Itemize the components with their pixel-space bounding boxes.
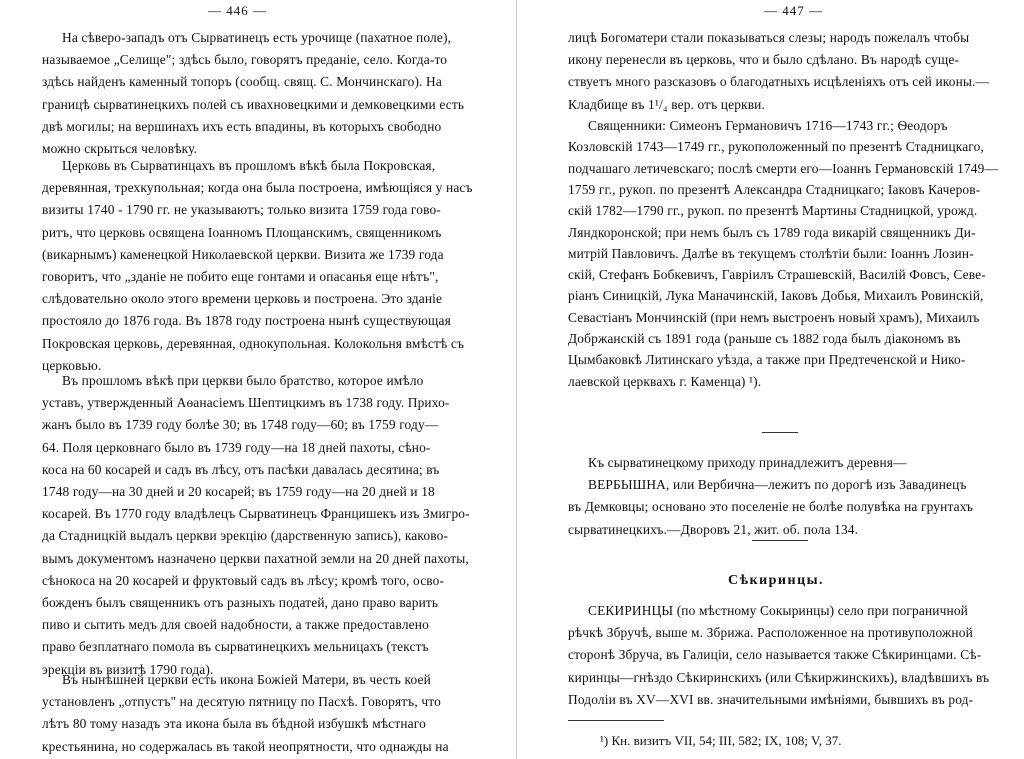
text-line-content: божденъ былъ священникъ отъ разныхъ податей, дано право варить bbox=[42, 595, 439, 610]
text-line-content: Къ сырватинецкому приходу принадлежитъ деревня— bbox=[588, 455, 907, 470]
text-line-content: На сѣверо-западъ отъ Сырватинецъ есть урочище (пахатное поле), bbox=[62, 30, 452, 45]
text-line-content: эрекціи въ визитѣ 1790 года). bbox=[42, 661, 214, 677]
text-line-content: Ляндкоронской; при немъ былъ съ 1789 года викарій священникъ Ди- bbox=[568, 224, 976, 240]
separator-rule bbox=[752, 540, 808, 541]
text-line-content: 1748 году—на 30 дней и 20 косарей; въ 1759 году—на 20 дней и 18 bbox=[42, 484, 435, 499]
text-line-content: слѣдовательно около этого времени церковь и построена. Это зданіе bbox=[42, 291, 443, 307]
text-line-content: митрій Павловичъ. Далѣе въ текущемъ столѣтіи были: Іоаннъ Лозин- bbox=[568, 245, 974, 261]
text-line-content: визиты 1740 - 1790 гг. не указываютъ; только визита 1759 года гово- bbox=[42, 202, 441, 218]
text-line-content: лицѣ Богоматери стали показываться слезы; народъ пожелалъ чтобы bbox=[568, 30, 970, 45]
text-line-content: скій 1782—1790 гг., рукоп. по презентѣ Мартины Стадницкой, урожд. bbox=[568, 203, 978, 219]
text-line-content: границѣ сырватинецкихъ полей съ ивахновецкими и демковецкими есть bbox=[42, 96, 465, 112]
text-line-content: сторонѣ Збруча, въ Галиціи, село называется также Сѣкиринцами. Сѣ- bbox=[568, 647, 982, 663]
text-line-content: косарей. Въ 1770 году владѣлецъ Сырватинецъ Францишекъ изъ Змигро- bbox=[42, 506, 470, 522]
text-line-content: Цымбаковкѣ Литинскаго уѣзда, а также при Предтеченской и Нико- bbox=[568, 352, 966, 368]
text-line-content: СЕКИРИНЦЫ (по мѣстному Сокыринцы) село при пограничной bbox=[588, 603, 968, 618]
text-line-content: скій, Стефанъ Бобкевичъ, Гавріилъ Страшевскій, Василій Фовсъ, Севе- bbox=[568, 267, 986, 283]
text-line-content: Въ прошломъ вѣкѣ при церкви было братство, которое имѣло bbox=[62, 373, 424, 388]
text-line-content: двѣ могилы; на вершинахъ ихъ есть впадины, въ которыхъ свободно bbox=[42, 118, 442, 134]
text-line-content: ріанъ Синицкій, Лука Маначинскій, Іаковъ Добья, Михаилъ Ровинскій, bbox=[568, 288, 984, 304]
text-line-content: говоритъ, что „зданіе не побито еще гонтами и опасанья еще нѣтъ", bbox=[42, 269, 439, 284]
text-line-content: жанъ было въ 1739 году болѣе 30; въ 1748 году—60; въ 1759 году— bbox=[42, 417, 439, 433]
text-line-content: крестьянина, но содержалась въ такой неопрятности, что однажды на bbox=[42, 738, 449, 754]
text-line-content: въ Демковцы; основано это поселеніе не болѣе полувѣка на грунтахъ bbox=[568, 499, 974, 515]
text-line-content: деревянная, трехкупольная; когда она была построена, имѣющіяся у насъ bbox=[42, 180, 473, 196]
text-line-content: Церковь въ Сырватинцахъ въ прошломъ вѣкѣ была Покровская, bbox=[62, 158, 436, 173]
text-line-content: Севастіанъ Мончинскій (при немъ выстроенъ новый храмъ), Михаилъ bbox=[568, 309, 980, 325]
text-line-content: вымъ документомъ назначено церкви пахатной земли на 20 дней пахоты, bbox=[42, 550, 469, 566]
text-line-content: сырватинецкихъ.—Дворовъ 21, жит. об. пола 134. bbox=[568, 521, 859, 537]
text-line-content: киринцы—гнѣздо Сѣкиринскихъ (или Сѣкиржинскихъ), владѣвшихъ въ bbox=[568, 669, 990, 685]
section-title: Сѣкиринцы. bbox=[728, 573, 825, 588]
text-line-content: простояло до 1876 года. Въ 1878 году построена нынѣ существующая bbox=[42, 313, 451, 329]
right-page bbox=[516, 0, 1024, 759]
text-line-content: право безплатнаго помола въ сырватинецкихъ мельницахъ (текстъ bbox=[42, 639, 429, 655]
text-line-content: 1759 гг., рукоп. по презентѣ Александра Стадницкаго; Іаковъ Качеров- bbox=[568, 181, 981, 197]
footnote-rule bbox=[568, 720, 664, 721]
text-line-content: пиво и сытить медъ для своей надобности, а также предоставлено bbox=[42, 617, 429, 633]
text-line-content: Козловскій 1743—1749 гг., рукоположенный по презентѣ Стадницкаго, bbox=[568, 139, 984, 155]
text-line-content: ВЕРБЫШНА, или Вербична—лежитъ по дорогѣ изъ Завадинецъ bbox=[588, 477, 967, 493]
text-line-content: Подоліи въ XV—XVI вв. значительными имѣніями, бывшихъ въ род- bbox=[568, 691, 974, 707]
page-number: — 447 — bbox=[764, 3, 823, 18]
text-line-content: лаевской церквахъ г. Каменца) ¹). bbox=[568, 373, 762, 389]
text-line-content: 64. Поля церковнаго было въ 1739 году—на 18 дней пахоты, сѣно- bbox=[42, 439, 431, 455]
separator-rule bbox=[762, 432, 798, 433]
text-line-content: ритъ, что церковь освящена Іоанномъ Площанскимъ, священникомъ bbox=[42, 224, 442, 240]
text-line-content: Священники: Симеонъ Германовичъ 1716—1743 гг.; Ѳеодоръ bbox=[588, 118, 948, 133]
text-line-content: здѣсь найденъ каменный топоръ (сообщ. свящ. С. Мончинскаго). На bbox=[42, 74, 442, 90]
text-line-content: Кладбище въ 1¹/₄ вер. отъ церкви. bbox=[568, 96, 765, 112]
text-line-content: установленъ „отпустъ" на десятую пятницу по Пасхѣ. Говорятъ, что bbox=[42, 694, 441, 710]
text-line-content: уставъ, утвержденный Аѳанасіемъ Шептицкимъ въ 1738 году. Прихо- bbox=[42, 395, 450, 411]
text-line-content: Въ нынѣшней церкви есть икона Божіей Матери, въ честь коей bbox=[62, 672, 431, 687]
page-number: — 446 — bbox=[208, 3, 267, 18]
text-line-content: да Стадницкій выдалъ церкви эрекцію (дарственную запись), каково- bbox=[42, 528, 449, 544]
text-line-content: называемое „Селище"; здѣсь было, говорятъ преданіе, село. Когда-то bbox=[42, 52, 448, 68]
text-line-content: Добржанскій съ 1891 года (раньше съ 1882 года былъ діакономъ въ bbox=[568, 331, 961, 346]
text-line-content: коса на 60 косарей и садъ въ лѣсу, отъ пасѣки давалась десятина; въ bbox=[42, 461, 440, 477]
text-line-content: икону перенесли въ церковь, что и было сдѣлано. Въ народѣ суще- bbox=[568, 52, 960, 68]
text-line-content: сѣнокоса на 20 косарей и фруктовый садъ въ лѣсу; кромѣ того, осво- bbox=[42, 572, 445, 588]
text-line-content: можно скрыться человѣку. bbox=[42, 141, 198, 156]
footnote: ¹) Кн. визитъ VII, 54; III, 582; IX, 108; V, 37. bbox=[600, 733, 842, 748]
text-line-content: ствуетъ много разсказовъ о благодатныхъ исцѣленіяхъ отъ сей иконы.— bbox=[568, 74, 990, 90]
text-line-content: лѣтъ 80 тому назадъ эта икона была въ бѣдной избушкѣ мѣстнаго bbox=[42, 716, 426, 732]
text-line-content: Покровская церковь, деревянная, однокупольная. Колокольня вмѣстѣ съ bbox=[42, 335, 465, 351]
text-line-content: рѣчкѣ Збручѣ, выше м. Збрижа. Расположенное на противуположной bbox=[568, 625, 973, 641]
text-line-content: (викарнымъ) каменецкой Николаевской церкви. Визита же 1739 года bbox=[42, 246, 444, 262]
text-line-content: церковью. bbox=[42, 357, 102, 373]
text-line-content: подчашаго летичевскаго; послѣ смерти его—Іоаннъ Германовскій 1749— bbox=[568, 160, 999, 176]
